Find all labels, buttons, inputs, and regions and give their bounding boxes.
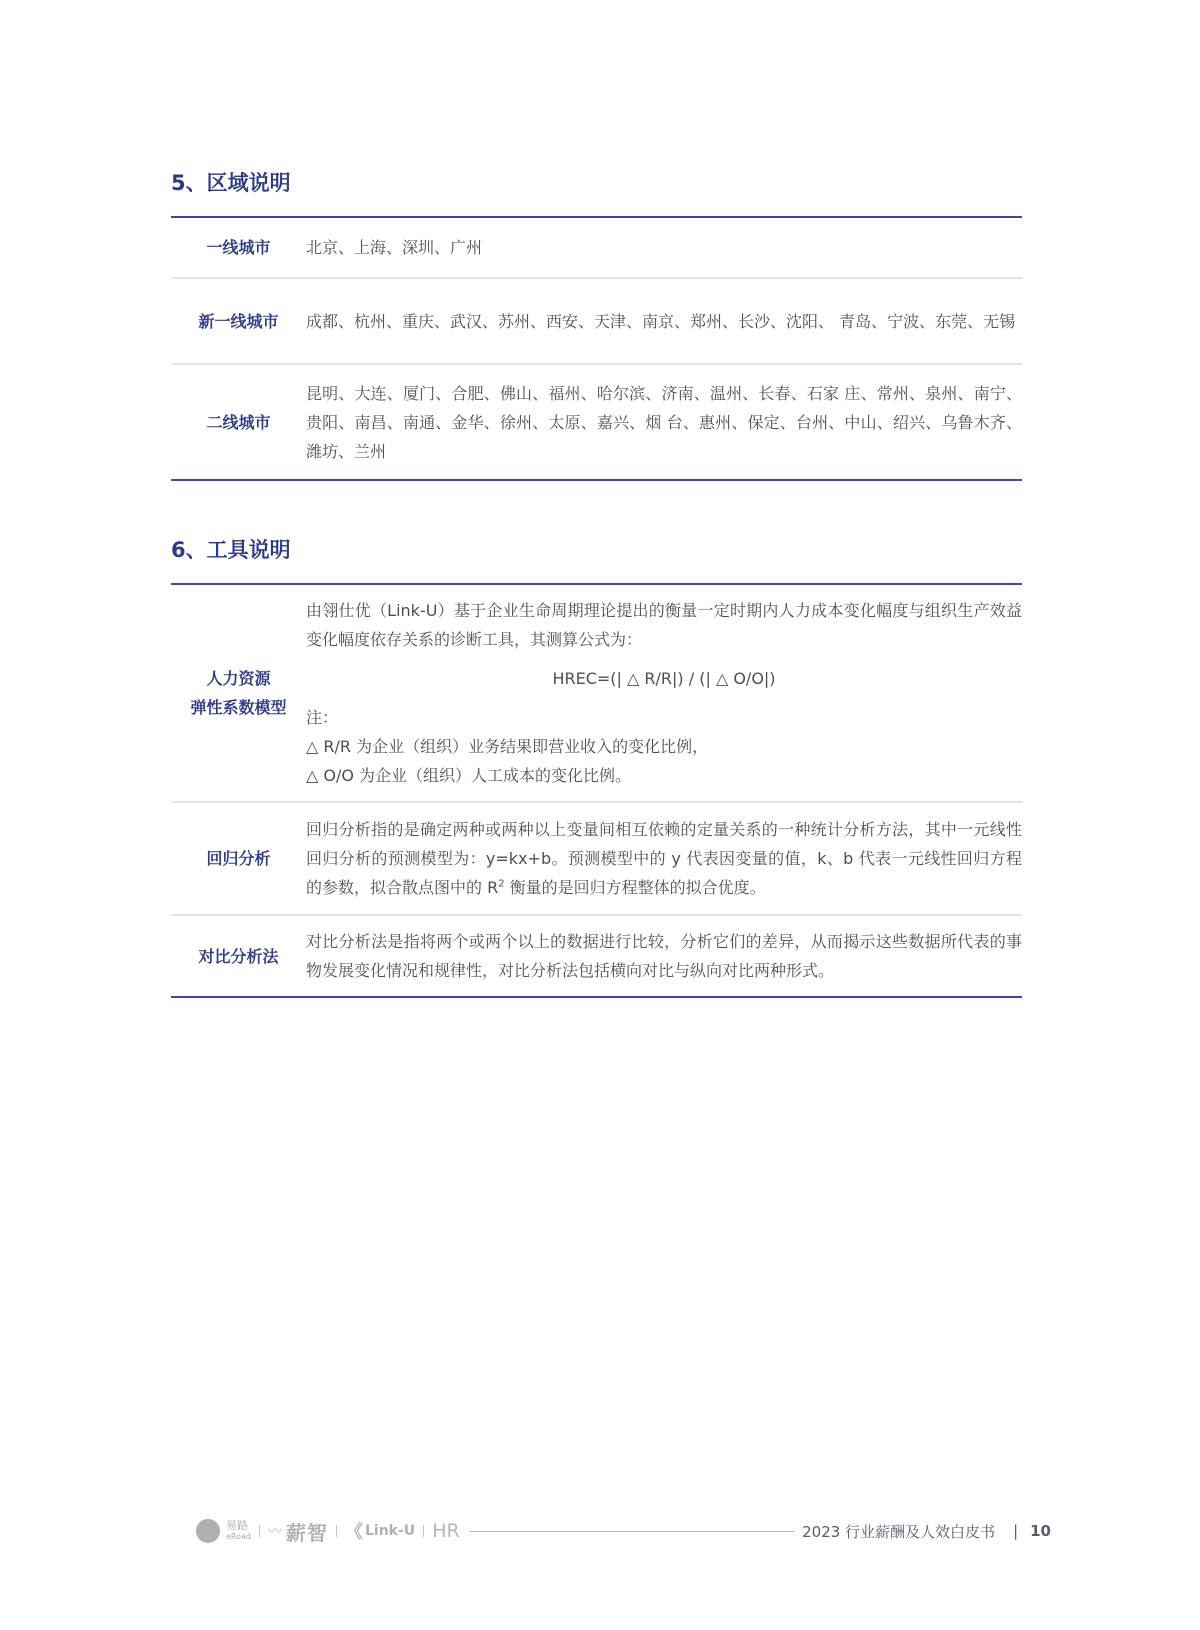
section-region [171,166,1022,481]
linku-logo-text: Link-U [365,1523,416,1539]
logo-divider [259,1525,260,1537]
eroad-logo [196,1519,251,1543]
footer-rule [470,1531,794,1532]
table-row [171,801,1022,914]
xinzhi-logo [268,1517,328,1546]
row-content: 北京、上海、深圳、广州 [306,238,483,257]
row-label: 回归分析 [206,849,271,868]
table-row [171,218,1022,277]
section-title-tools: 6、工具说明 [171,538,291,562]
hrec-formula: HREC=(| △ R/R|) / (| △ O/O|) [552,669,776,688]
hrec-intro: 由翎仕优（Link-U）基于企业生命周期理论提出的衡量一定时期内人力成本变化幅度与组织生产效益变化幅度依存关系的诊断工具，其测算公式为： [306,601,1022,649]
footer-separator: | [1013,1522,1019,1540]
row-content [306,596,1022,790]
note-line: △ R/R 为企业（组织）业务结果即营业收入的变化比例， [306,737,709,756]
section-tools [171,533,1022,998]
page-footer [196,1514,1051,1548]
logo-divider [423,1525,424,1537]
row-label: 一线城市 [206,238,271,257]
row-content: 昆明、大连、厦门、合肥、佛山、福州、哈尔滨、济南、温州、长春、石家 庄、常州、泉州、南宁、贵阳、南昌、南通、金华、徐州、太原、嘉兴、烟 台、惠州、保定、台州、中山、绍兴、乌鲁木齐、潍坊、兰州 [306,383,1022,461]
waveform-icon: 〰 [268,1524,282,1540]
linku-logo [345,1518,415,1544]
row-label: 新一线城市 [198,311,279,331]
eroad-logo-en: eRoad [226,1532,251,1541]
row-label-line1: 人力资源 [206,669,271,688]
tools-table [171,583,1022,998]
document-title: 2023 行业薪酬及人效白皮书 [802,1522,996,1541]
hr-logo-text: HR [432,1520,460,1542]
row-label: 二线城市 [206,412,271,432]
table-row [171,914,1022,996]
content-text: 衡量的是回归方程整体的拟合优度。 [504,878,766,897]
region-table [171,216,1022,481]
row-label [171,664,306,722]
row-content: 对比分析法是指将两个或两个以上的数据进行比较，分析它们的差异，从而揭示这些数据所代表的事物发展变化情况和规律性，对比分析法包括横向对比与纵向对比两种形式。 [306,932,1022,980]
page-number: 10 [1030,1522,1051,1540]
logo-divider [336,1525,337,1537]
row-label: 对比分析法 [198,946,279,966]
table-row [171,585,1022,801]
note-line: △ O/O 为企业（组织）人工成本的变化比例。 [306,766,632,785]
row-label-line2: 弹性系数模型 [190,698,287,717]
hr-logo [432,1520,460,1542]
note-label: 注： [306,708,339,727]
row-content: 成都、杭州、重庆、武汉、苏州、西安、天津、南京、郑州、长沙、沈阳、 青岛、宁波、东莞、无锡 [306,311,1016,331]
table-row [171,363,1022,479]
content-text: 回归分析指的是确定两种或两种以上变量间相互依赖的定量关系的一种统计分析方法，其中一元线性回归分析的预测模型为：y=kx+b。预测模型中的 y 代表因变量的值，k、b 代表一元线性回归方程的参数，拟合散点图中的 R [306,820,1022,897]
eroad-logo-icon [196,1519,220,1543]
row-content [306,815,1022,902]
eroad-logo-cn: 易路 [226,1519,248,1532]
section-title-region: 5、区域说明 [171,171,291,195]
superscript: 2 [498,878,505,890]
linku-chevron-icon: 《 [345,1522,363,1543]
xinzhi-logo-text: 薪智 [286,1520,328,1545]
table-row [171,277,1022,363]
